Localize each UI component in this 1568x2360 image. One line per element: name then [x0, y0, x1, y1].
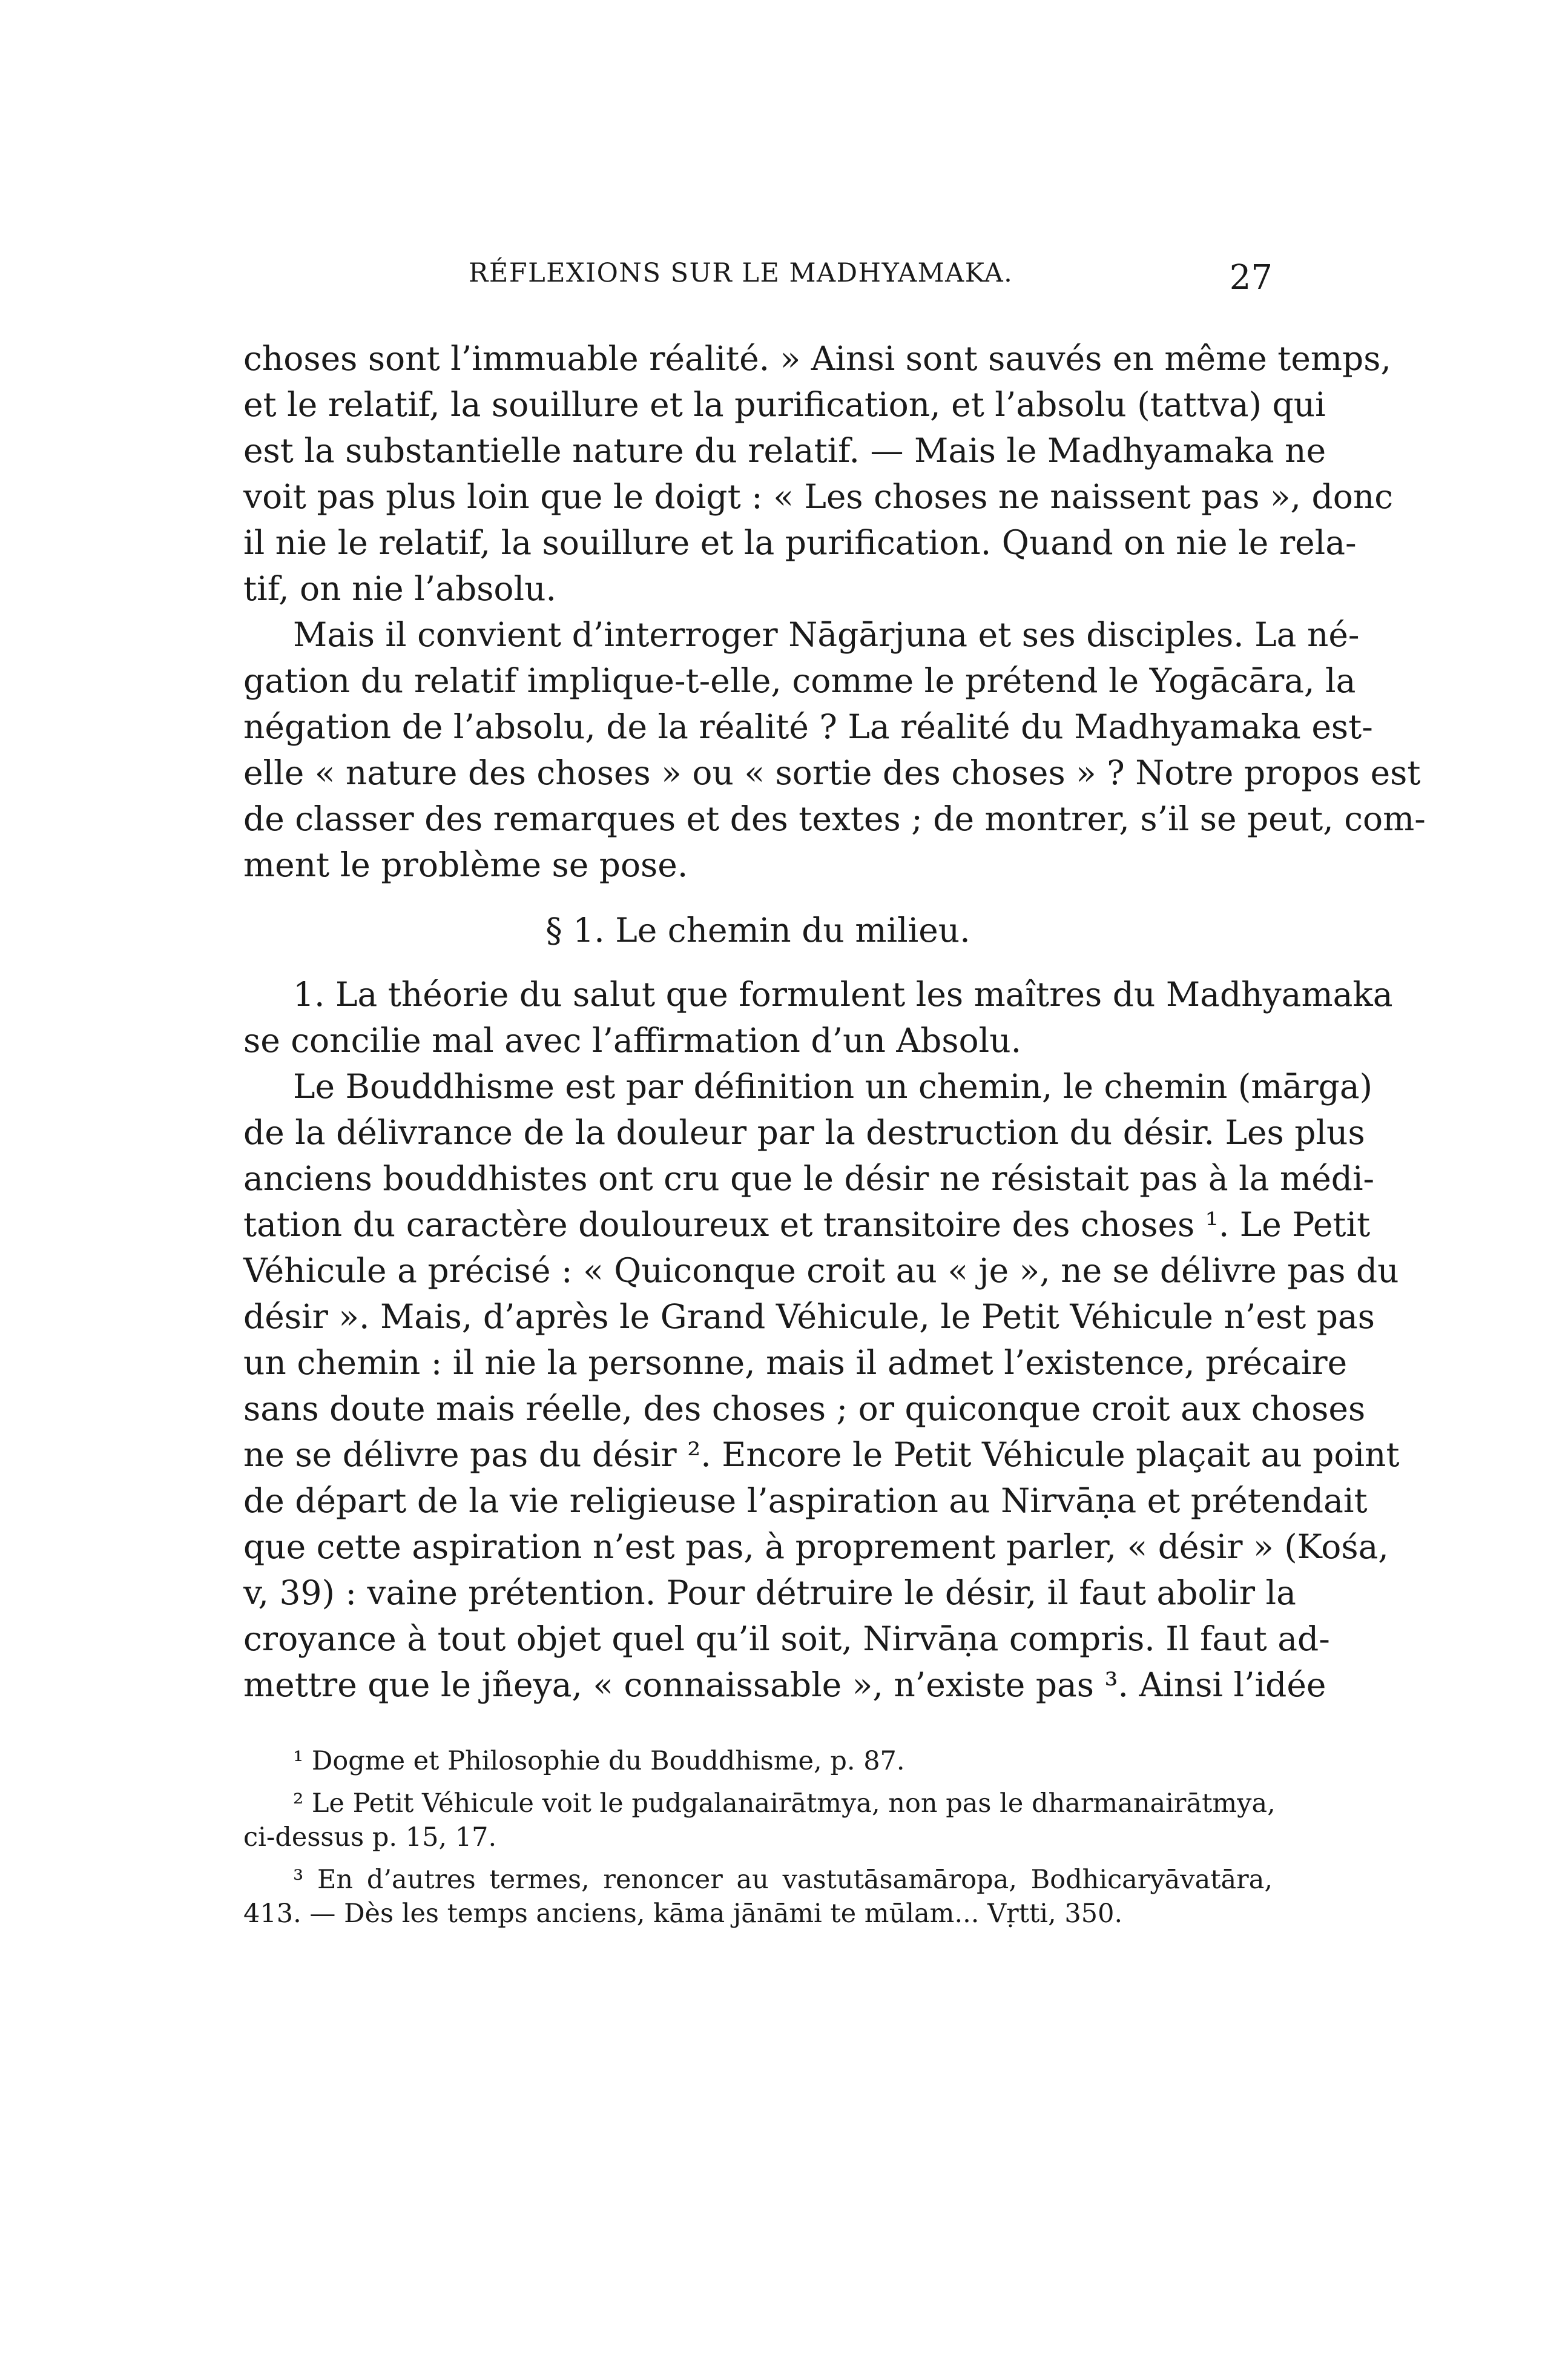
text-line: de la délivrance de la douleur par la destruction du désir. Les plus — [243, 1113, 1365, 1152]
footnote-line: ¹ Dogme et Philosophie du Bouddhisme, p. 87. — [293, 1746, 905, 1776]
text-line: v, 39) : vaine prétention. Pour détruire le désir, il faut abolir la — [243, 1573, 1296, 1612]
footnote-line: ci-dessus p. 15, 17. — [243, 1822, 497, 1853]
footnote-1 — [243, 1744, 1273, 1778]
text-line: gation du relatif implique-t-elle, comme le prétend le Yogācāra, la — [243, 661, 1356, 700]
text-line: désir ». Mais, d’après le Grand Véhicule, le Petit Véhicule n’est pas — [243, 1297, 1375, 1336]
text-line: négation de l’absolu, de la réalité ? La réalité du Madhyamaka est- — [243, 707, 1373, 746]
text-line: mettre que le jñeya, « connaissable », n’existe pas ³. Ainsi l’idée — [243, 1665, 1326, 1704]
text-line: choses sont l’immuable réalité. » Ainsi sont sauvés en même temps, — [243, 339, 1391, 378]
text-line: que cette aspiration n’est pas, à proprement parler, « désir » (Kośa, — [243, 1527, 1389, 1566]
text-line: tif, on nie l’absolu. — [243, 569, 557, 608]
text-line: de départ de la vie religieuse l’aspiration au Nirvāṇa et prétendait — [243, 1481, 1368, 1520]
footnote-line: ³ En d’autres termes, renoncer au vastutāsamāropa, Bodhicaryāvatāra, — [293, 1865, 1273, 1895]
text-line: et le relatif, la souillure et la purification, et l’absolu (tattva) qui — [243, 385, 1326, 424]
text-line: voit pas plus loin que le doigt : « Les choses ne naissent pas », donc — [243, 477, 1394, 516]
text-line: anciens bouddhistes ont cru que le désir ne résistait pas à la médi- — [243, 1159, 1375, 1198]
text-line: croyance à tout objet quel qu’il soit, Nirvāṇa compris. Il faut ad- — [243, 1619, 1330, 1658]
text-line: tation du caractère douloureux et transitoire des choses ¹. Le Petit — [243, 1205, 1371, 1244]
text-line: de classer des remarques et des textes ; de montrer, s’il se peut, com- — [243, 799, 1426, 838]
text-line: Véhicule a précisé : « Quiconque croit au « je », ne se délivre pas du — [243, 1251, 1399, 1290]
footnote-3 — [243, 1863, 1273, 1931]
text-line: ment le problème se pose. — [243, 845, 688, 884]
footnotes — [243, 1744, 1276, 1931]
text-line: se concilie mal avec l’affirmation d’un Absolu. — [243, 1021, 1022, 1060]
paragraph — [243, 971, 1393, 1063]
text-line: sans doute mais réelle, des choses ; or quiconque croit aux choses — [243, 1389, 1366, 1428]
paragraph — [243, 335, 1394, 612]
text-line: elle « nature des choses » ou « sortie des choses » ? Notre propos est — [243, 753, 1421, 792]
text-line: Le Bouddhisme est par définition un chemin, le chemin (mārga) — [293, 1067, 1373, 1106]
footnote-2 — [243, 1787, 1276, 1854]
text-line: ne se délivre pas du désir ². Encore le Petit Véhicule plaçait au point — [243, 1435, 1400, 1474]
text-line: 1. La théorie du salut que formulent les maîtres du Madhyamaka — [293, 975, 1393, 1014]
footnote-line: 413. — Dès les temps anciens, kāma jānāmi te mūlam... Vṛtti, 350. — [243, 1899, 1123, 1929]
paragraph — [243, 612, 1426, 888]
footnote-line: ² Le Petit Véhicule voit le pudgalanairātmya, non pas le dharmanairātmya, — [293, 1788, 1276, 1819]
page-number: 27 — [1229, 258, 1273, 297]
text-line: un chemin : il nie la personne, mais il admet l’existence, précaire — [243, 1343, 1348, 1382]
paragraph — [243, 1063, 1400, 1708]
page-header — [243, 258, 1273, 312]
running-title: RÉFLEXIONS SUR LE MADHYAMAKA. — [469, 258, 1013, 288]
text-line: Mais il convient d’interroger Nāgārjuna et ses disciples. La né- — [293, 615, 1360, 654]
main-text — [243, 335, 1426, 1708]
text-line: il nie le relatif, la souillure et la purification. Quand on nie le rela- — [243, 523, 1357, 562]
section-heading: § 1. Le chemin du milieu. — [545, 911, 970, 950]
text-line: est la substantielle nature du relatif. — Mais le Madhyamaka ne — [243, 431, 1326, 470]
